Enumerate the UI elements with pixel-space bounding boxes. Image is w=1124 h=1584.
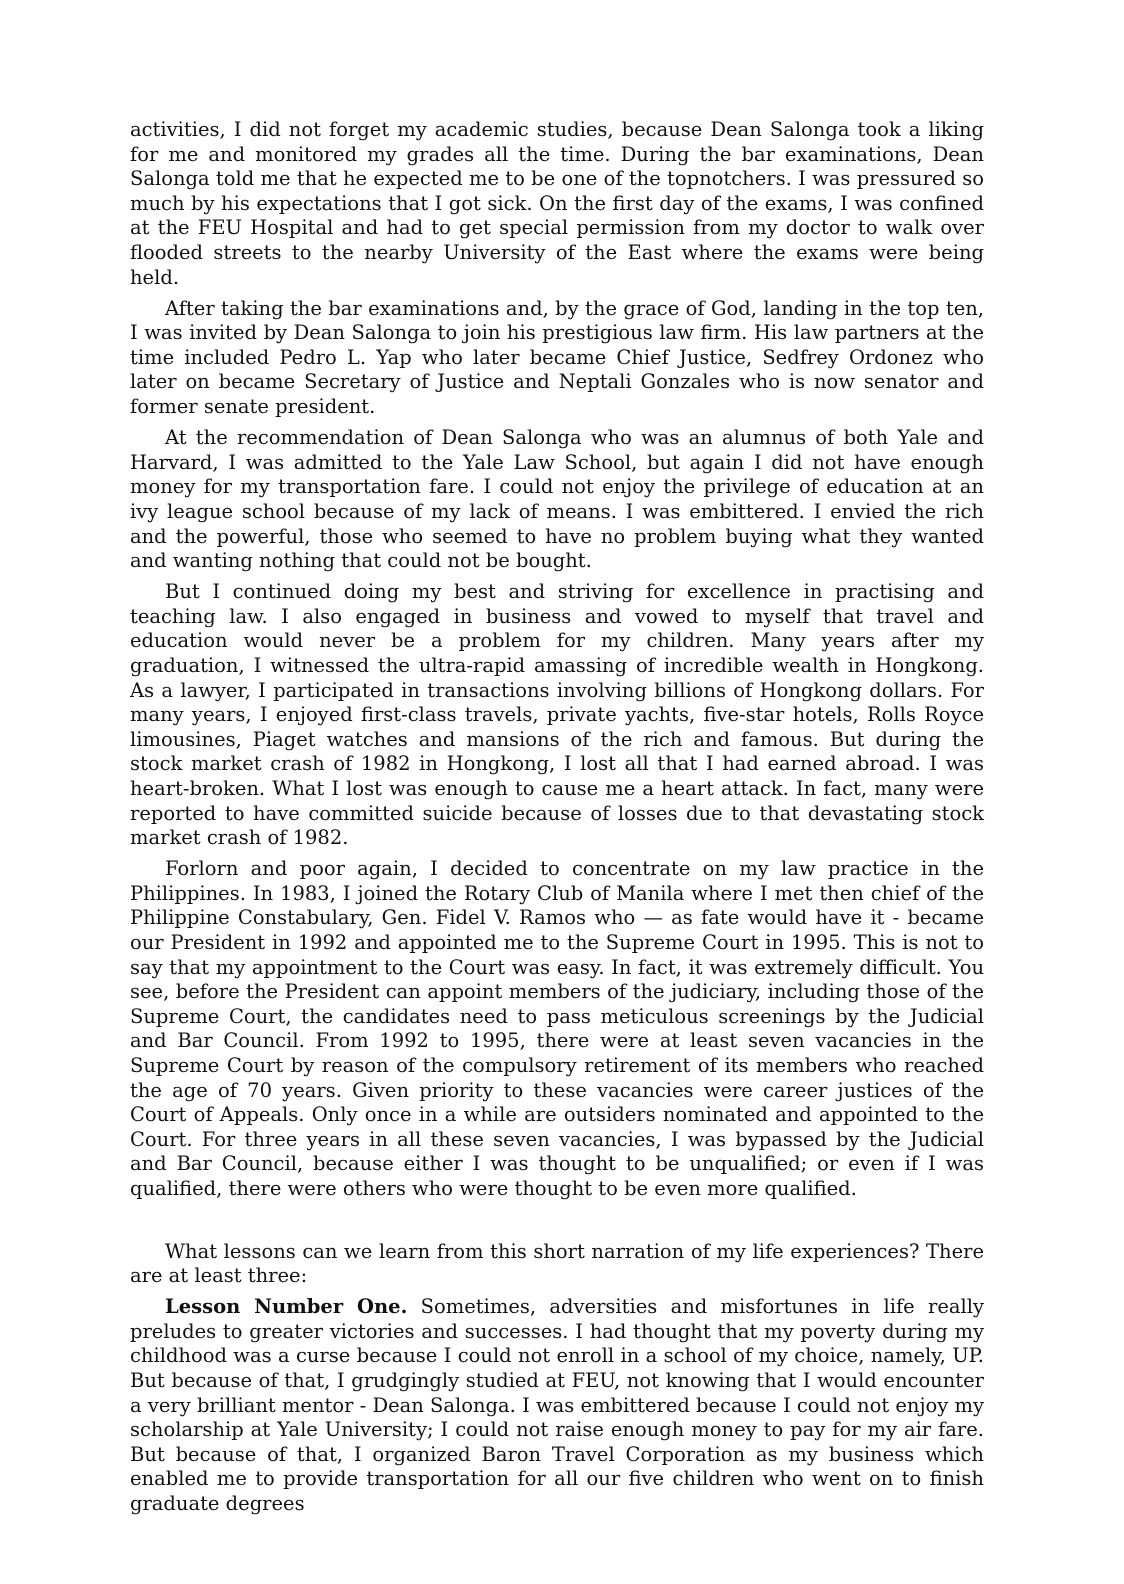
- paragraph-4: But I continued doing my best and striving for excellence in practising and teaching law. I also engaged in business and vowed to myself that travel and education would never be a problem for my children. Many years after my graduation, I witnessed the ultra-rapid amassing of incredible wealth in Hongkong. As a lawyer, I participated in transactions involving billions of Hongkong dollars. For many years, I enjoyed first-class travels, private yachts, five-star hotels, Rolls Royce limousines, Piaget watches and mansions of the rich and famous. But during the stock market crash of 1982 in Hongkong, I lost all that I had earned abroad. I was heart-broken. What I lost was enough to cause me a heart attack. In fact, many were reported to have committed suicide because of losses due to that devastating stock market crash of 1982.: [130, 580, 984, 850]
- paragraph-7: [130, 1295, 984, 1516]
- paragraph-3: At the recommendation of Dean Salonga who was an alumnus of both Yale and Harvard, I was admitted to the Yale Law School, but again I did not have enough money for my transportation fare. I could not enjoy the privilege of education at an ivy league school because of my lack of means. I was embittered. I envied the rich and the powerful, those who seemed to have no problem buying what they wanted and wanting nothing that could not be bought.: [130, 426, 984, 573]
- lesson-one-label: Lesson Number One.: [165, 1295, 408, 1319]
- paragraph-6: What lessons can we learn from this short narration of my life experiences? There are at least three:: [130, 1239, 984, 1288]
- lesson-one-text: Sometimes, adversities and misfortunes in life really preludes to greater victories and successes. I had thought that my poverty during my childhood was a curse because I could not enroll in a school of my choice, namely, UP. But because of that, I grudgingly studied at FEU, not knowing that I would encounter a very brilliant mentor - Dean Salonga. I was embittered because I could not enjoy my scholarship at Yale University; I could not raise enough money to pay for my air fare. But because of that, I organized Baron Travel Corporation as my business which enabled me to provide transportation for all our five children who went on to finish graduate degrees: [130, 1295, 984, 1515]
- document-page: [130, 118, 984, 1523]
- paragraph-5: Forlorn and poor again, I decided to concentrate on my law practice in the Philippines. In 1983, I joined the Rotary Club of Manila where I met then chief of the Philippine Constabulary, Gen. Fidel V. Ramos who — as fate would have it - became our President in 1992 and appointed me to the Supreme Court in 1995. This is not to say that my appointment to the Court was easy. In fact, it was extremely difficult. You see, before the President can appoint members of the judiciary, including those of the Supreme Court, the candidates need to pass meticulous screenings by the Judicial and Bar Council. From 1992 to 1995, there were at least seven vacancies in the Supreme Court by reason of the compulsory retirement of its members who reached the age of 70 years. Given priority to these vacancies were career justices of the Court of Appeals. Only once in a while are outsiders nominated and appointed to the Court. For three years in all these seven vacancies, I was bypassed by the Judicial and Bar Council, because either I was thought to be unqualified; or even if I was qualified, there were others who were thought to be even more qualified.: [130, 857, 984, 1200]
- paragraph-2: After taking the bar examinations and, by the grace of God, landing in the top ten, I was invited by Dean Salonga to join his prestigious law firm. His law partners at the time included Pedro L. Yap who later became Chief Justice, Sedfrey Ordonez who later on became Secretary of Justice and Neptali Gonzales who is now senator and former senate president.: [130, 296, 984, 419]
- paragraph-1: activities, I did not forget my academic studies, because Dean Salonga took a liking for me and monitored my grades all the time. During the bar examinations, Dean Salonga told me that he expected me to be one of the topnotchers. I was pressured so much by his expectations that I got sick. On the first day of the exams, I was confined at the FEU Hospital and had to get special permission from my doctor to walk over flooded streets to the nearby University of the East where the exams were being held.: [130, 118, 984, 289]
